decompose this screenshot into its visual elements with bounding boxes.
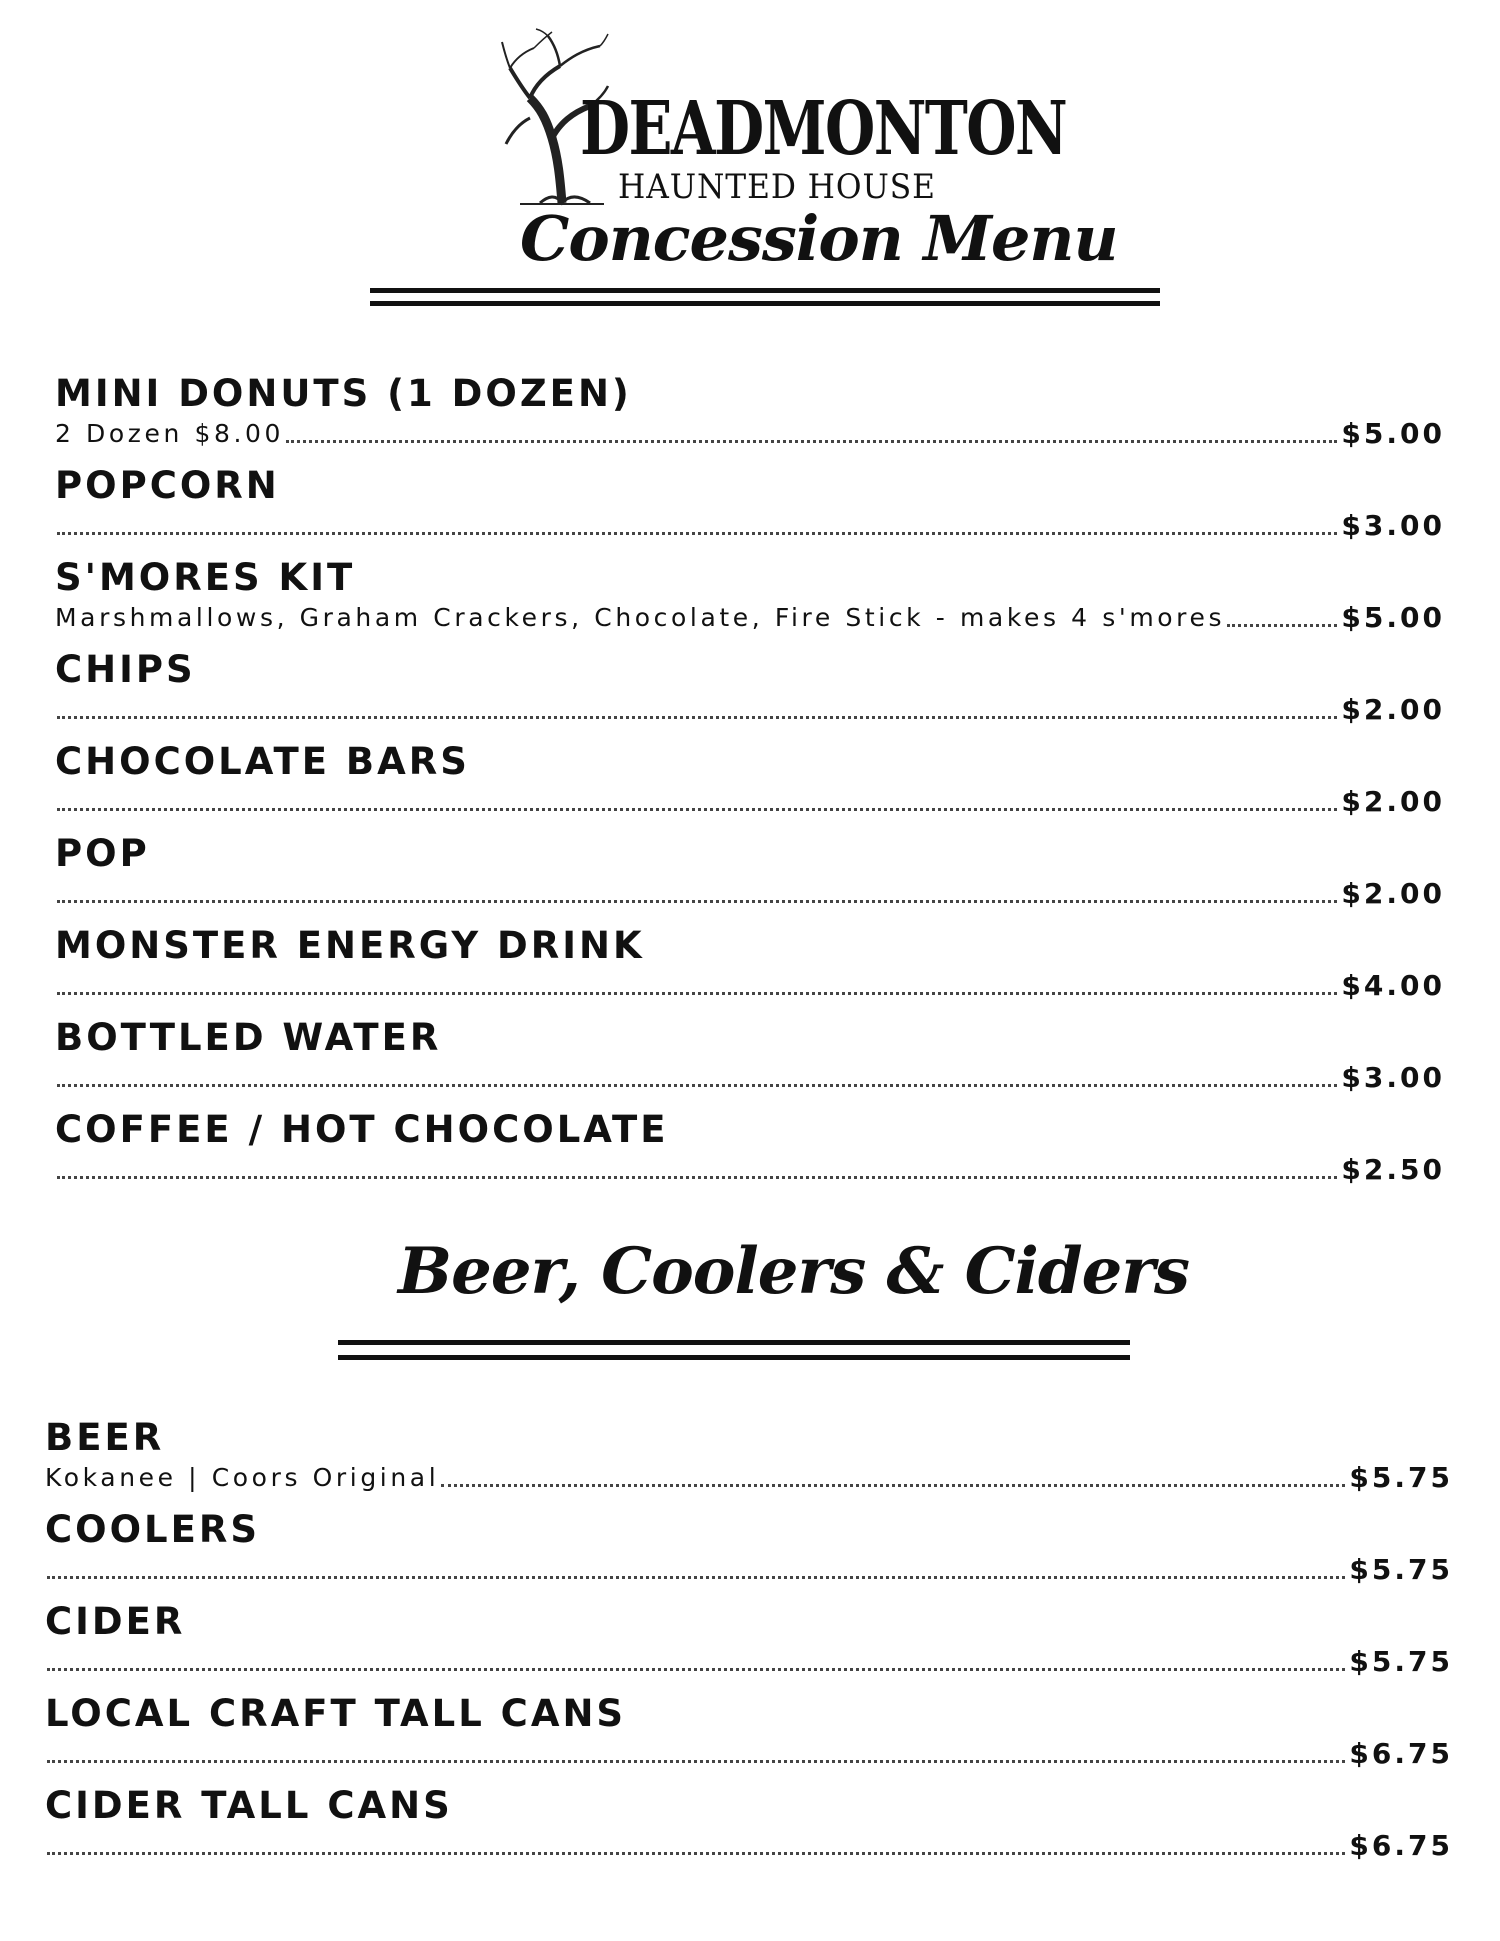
item-price: $5.75 [1349,1461,1453,1494]
item-price-line [55,785,1445,818]
item-price-line [55,877,1445,910]
item-name: LOCAL CRAFT TALL CANS [45,1692,627,1735]
dot-leader [1227,624,1337,627]
menu-item [0,1784,1500,1876]
dot-leader [57,716,1337,719]
dot-leader [57,1176,1337,1179]
item-price-line [55,1061,1445,1094]
item-price: $4.00 [1341,969,1445,1002]
item-name: BOTTLED WATER [55,1016,442,1059]
alcohol-list [0,1416,1500,1876]
dot-leader [47,1852,1345,1855]
dot-leader [57,992,1337,995]
dot-leader [57,532,1337,535]
item-name: POP [55,832,150,875]
item-price: $6.75 [1349,1829,1453,1862]
item-name: CHIPS [55,648,196,691]
menu-item [0,648,1500,740]
item-price-line [45,1461,1453,1494]
item-name: COFFEE / HOT CHOCOLATE [55,1108,669,1151]
brand-title: DEADMONTON [580,86,1067,172]
menu-item [0,924,1500,1016]
concessions-list [0,372,1500,1200]
brand-subtitle: HAUNTED HOUSE [618,167,936,207]
alcohol-section-title: Beer, Coolers & Ciders [398,1234,1190,1309]
item-price-line [55,693,1445,726]
alcohol-divider-bottom [338,1355,1130,1360]
title-divider-bottom [370,301,1160,306]
dot-leader [441,1484,1345,1487]
menu-item [0,832,1500,924]
menu-item [0,464,1500,556]
item-price-line [45,1553,1453,1586]
item-price: $3.00 [1341,1061,1445,1094]
dot-leader [57,808,1337,811]
item-price: $5.00 [1341,601,1445,634]
item-description: 2 Dozen $8.00 [55,419,285,448]
item-price-line [55,509,1445,542]
dot-leader [57,900,1337,903]
alcohol-divider-top [338,1340,1130,1345]
item-price: $6.75 [1349,1737,1453,1770]
title-divider-top [370,288,1160,293]
item-price: $2.50 [1341,1153,1445,1186]
menu-item [0,1016,1500,1108]
dot-leader [47,1576,1345,1579]
dot-leader [286,440,1337,443]
menu-item [0,372,1500,464]
item-name: CIDER [45,1600,186,1643]
item-name: MONSTER ENERGY DRINK [55,924,645,967]
item-price: $3.00 [1341,509,1445,542]
menu-item [0,1416,1500,1508]
dot-leader [47,1760,1345,1763]
item-name: COOLERS [45,1508,261,1551]
item-price-line [45,1829,1453,1862]
item-price: $5.00 [1341,417,1445,450]
menu-header [0,0,1500,320]
item-price: $2.00 [1341,785,1445,818]
item-price: $2.00 [1341,693,1445,726]
item-name: MINI DONUTS (1 DOZEN) [55,372,632,415]
item-price-line [55,417,1445,450]
menu-item [0,1508,1500,1600]
item-price: $5.75 [1349,1645,1453,1678]
dot-leader [47,1668,1345,1671]
menu-item [0,740,1500,832]
item-name: CHOCOLATE BARS [55,740,470,783]
item-name: S'MORES KIT [55,556,356,599]
menu-item [0,556,1500,648]
item-price-line [45,1645,1453,1678]
item-price: $5.75 [1349,1553,1453,1586]
dot-leader [57,1084,1337,1087]
menu-item [0,1600,1500,1692]
item-price-line [55,601,1445,634]
item-price-line [55,969,1445,1002]
item-price: $2.00 [1341,877,1445,910]
item-description: Marshmallows, Graham Crackers, Chocolate, Fire Stick - makes 4 s'mores [55,603,1226,632]
menu-item [0,1692,1500,1784]
item-name: POPCORN [55,464,280,507]
item-price-line [55,1153,1445,1186]
item-description: Kokanee | Coors Original [45,1463,440,1492]
menu-item [0,1108,1500,1200]
menu-title: Concession Menu [520,202,1118,275]
item-name: BEER [45,1416,165,1459]
item-price-line [45,1737,1453,1770]
item-name: CIDER TALL CANS [45,1784,453,1827]
